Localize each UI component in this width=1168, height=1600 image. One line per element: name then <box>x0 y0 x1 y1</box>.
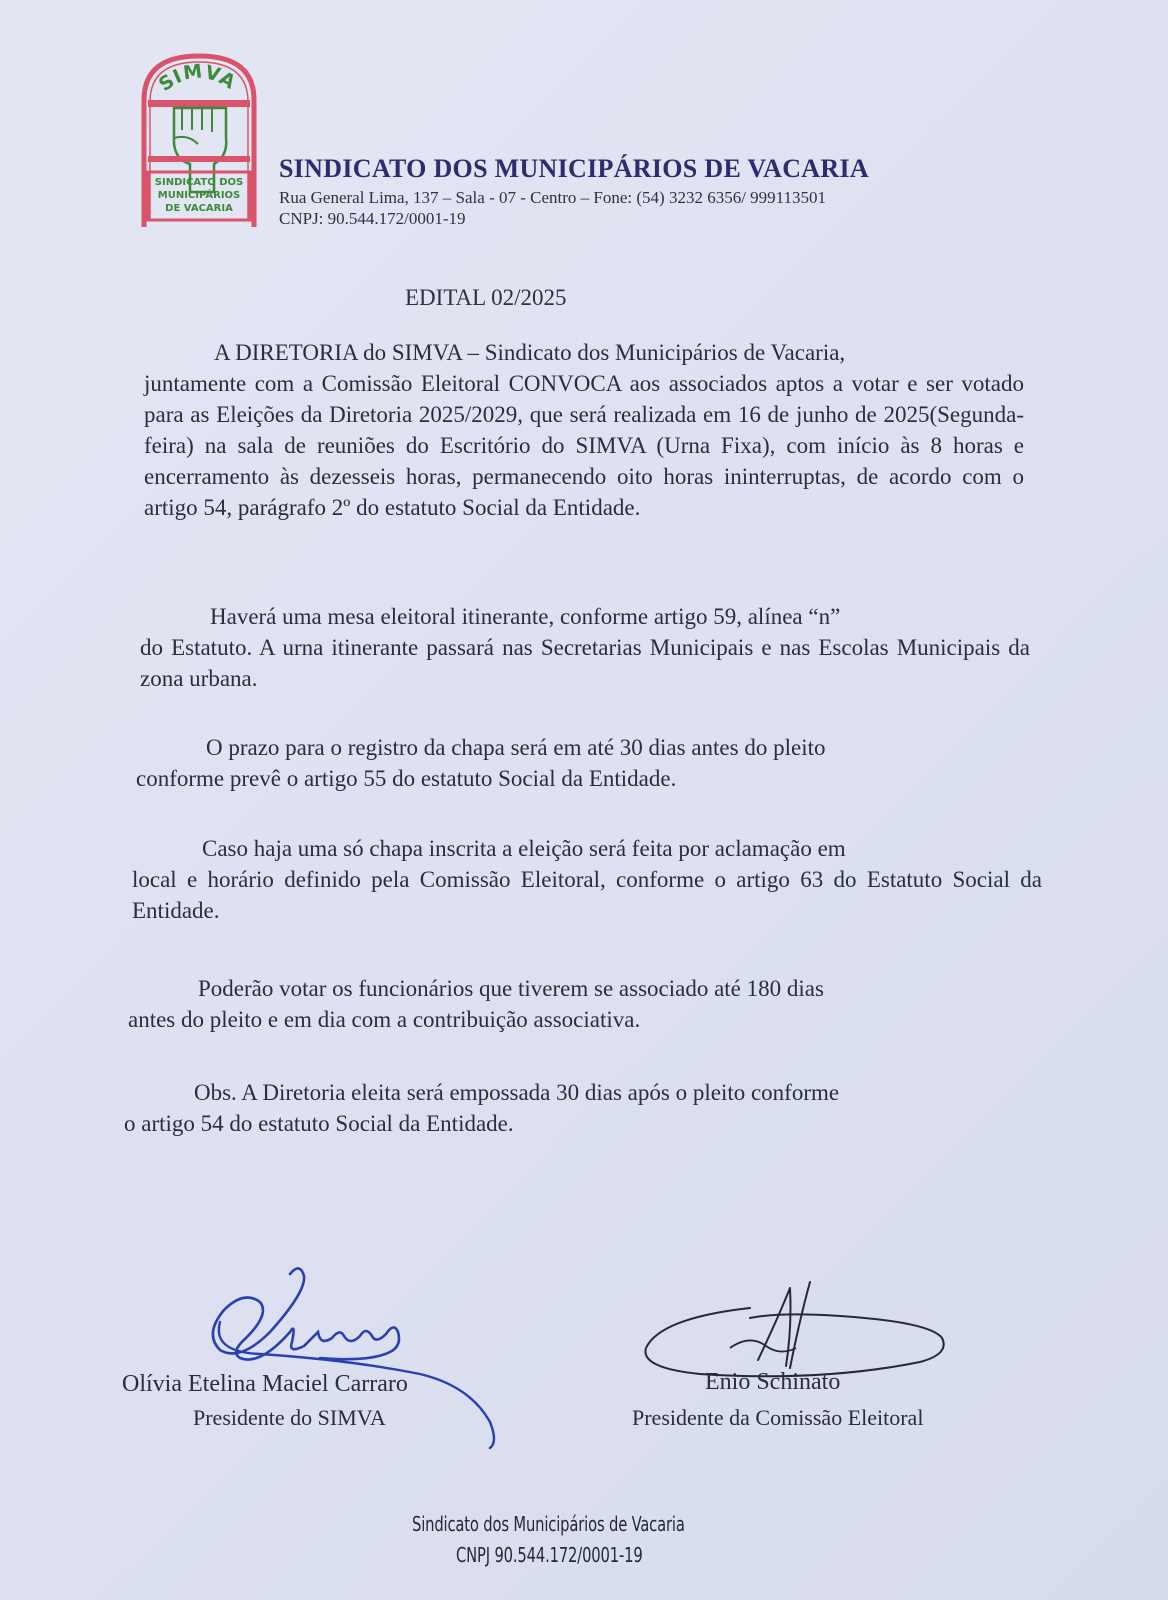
paragraph-itinerant-table <box>140 601 1030 694</box>
paragraph-body: antes do pleito e em dia com a contribuição associativa. <box>128 1007 641 1032</box>
paragraph-body: o artigo 54 do estatuto Social da Entidade. <box>124 1111 514 1136</box>
org-name: SINDICATO DOS MUNICIPÁRIOS DE VACARIA <box>279 154 869 183</box>
edital-title: EDITAL 02/2025 <box>405 285 567 310</box>
signatory-role: Presidente do SIMVA <box>193 1405 386 1430</box>
paragraph-first-line: Poderão votar os funcionários que tiverem se associado até 180 dias <box>198 976 824 1001</box>
paragraph-voter-eligibility <box>128 973 1043 1035</box>
stamp-org-name: Sindicato dos Municipários de Vacaria <box>412 1512 685 1536</box>
paragraph-first-line: O prazo para o registro da chapa será em até 30 dias antes do pleito <box>206 735 826 760</box>
paragraph-first-line: A DIRETORIA do SIMVA – Sindicato dos Municipários de Vacaria, <box>214 340 846 365</box>
paragraph-first-line: Caso haja uma só chapa inscrita a eleição será feita por aclamação em <box>202 836 846 861</box>
org-address: Rua General Lima, 137 – Sala - 07 - Centro – Fone: (54) 3232 6356/ 999113501 <box>279 188 827 207</box>
org-cnpj: CNPJ: 90.544.172/0001-19 <box>279 209 466 228</box>
paragraph-body: juntamente com a Comissão Eleitoral CONVOCA aos associados aptos a votar e ser votado para as Eleições da Diretoria 2025/2029, que será realizada em 16 de junho de 2025(Segunda-feira) na sala de reuniões do Escritório do SIMVA (Urna Fixa), com início às 8 horas e encerramento às dezesseis horas, permanecendo oito horas ininterruptas, de acordo com o artigo 54, parágrafo 2º do estatuto Social da Entidade. <box>144 371 1024 520</box>
stamp-cnpj: CNPJ 90.544.172/0001-19 <box>456 1543 643 1567</box>
paragraph-body: conforme prevê o artigo 55 do estatuto Social da Entidade. <box>136 766 677 791</box>
svg-text:DE VACARIA: DE VACARIA <box>165 203 233 214</box>
paragraph-convocation <box>144 337 1024 523</box>
paragraph-registration-deadline <box>136 732 1036 794</box>
paragraph-body: do Estatuto. A urna itinerante passará nas Secretarias Municipais e nas Escolas Municipais da zona urbana. <box>140 635 1030 691</box>
paragraph-observation <box>124 1077 1049 1139</box>
signatory-name: Enio Schinato <box>705 1369 841 1395</box>
simva-logo <box>138 52 260 227</box>
paragraph-first-line: Obs. A Diretoria eleita será empossada 30 dias após o pleito conforme <box>194 1080 840 1105</box>
svg-text:SIMVA: SIMVA <box>154 60 241 96</box>
signatory-role: Presidente da Comissão Eleitoral <box>632 1405 924 1430</box>
svg-text:MUNICIPÁRIOS: MUNICIPÁRIOS <box>157 190 241 201</box>
paragraph-body: local e horário definido pela Comissão Eleitoral, conforme o artigo 63 do Estatuto Social da Entidade. <box>132 867 1042 923</box>
signatory-name: Olívia Etelina Maciel Carraro <box>122 1371 408 1397</box>
paragraph-single-slate <box>132 833 1042 926</box>
paragraph-first-line: Haverá uma mesa eleitoral itinerante, conforme artigo 59, alínea “n” <box>210 604 841 629</box>
svg-text:SINDICATO DOS: SINDICATO DOS <box>154 177 244 188</box>
